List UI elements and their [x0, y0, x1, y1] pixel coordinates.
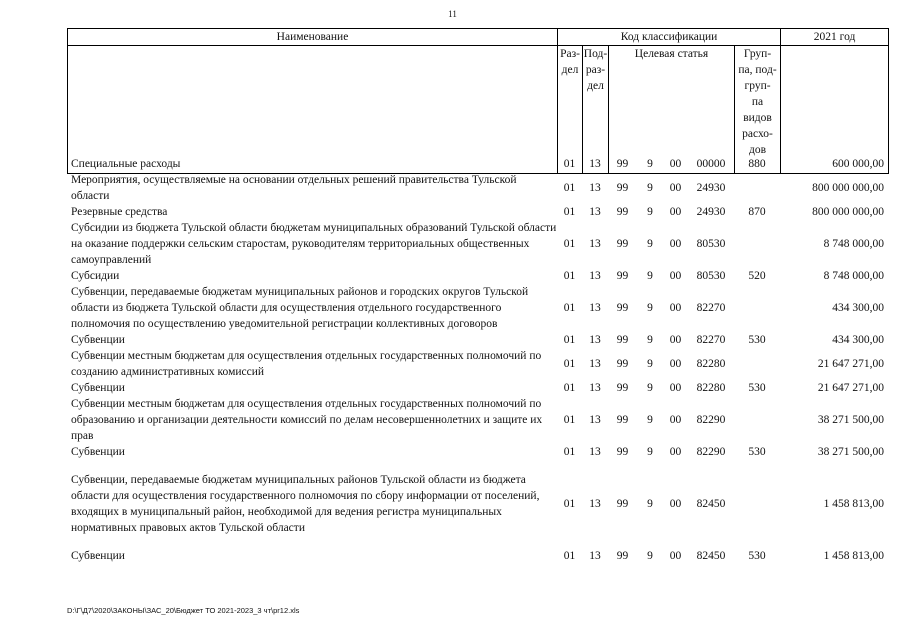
row-target-1: 99 [616, 358, 629, 370]
row-target-2: 9 [647, 334, 653, 346]
row-target-4: 82280 [696, 358, 726, 370]
row-amount: 434 300,00 [832, 302, 884, 314]
row-target-2: 9 [647, 158, 653, 170]
row-target-4: 82450 [696, 498, 726, 510]
row-target-1: 99 [616, 498, 629, 510]
table-row [67, 268, 888, 284]
row-name: Субсидии [71, 270, 120, 282]
row-group: 520 [748, 270, 766, 282]
row-target-1: 99 [616, 334, 629, 346]
row-target-1: 99 [616, 238, 629, 250]
row-target-1: 99 [616, 446, 629, 458]
header-name-spacer [68, 46, 558, 174]
row-target-3: 00 [669, 238, 682, 250]
row-target-4: 82270 [696, 334, 726, 346]
row-target-4: 82270 [696, 302, 726, 314]
row-razdel: 01 [563, 414, 576, 426]
row-razdel: 01 [563, 206, 576, 218]
row-razdel: 01 [563, 446, 576, 458]
row-target-4: 00000 [696, 158, 726, 170]
row-target-2: 9 [647, 206, 653, 218]
row-podrazdel: 13 [589, 446, 601, 458]
header-razdel: Раз- дел [558, 46, 583, 174]
row-target-3: 00 [669, 382, 682, 394]
row-target-2: 9 [647, 550, 653, 562]
row-podrazdel: 13 [589, 414, 601, 426]
row-group: 530 [748, 334, 766, 346]
row-target-1: 99 [616, 206, 629, 218]
row-amount: 38 271 500,00 [817, 446, 884, 458]
row-name: Субвенции [71, 382, 125, 394]
row-target-3: 00 [669, 270, 682, 282]
row-target-1: 99 [616, 382, 629, 394]
row-razdel: 01 [563, 238, 576, 250]
row-razdel: 01 [563, 550, 576, 562]
row-name: Субвенции, передаваемые бюджетам муниципальных районов Тульской области из бюджета области для осуществления государственного полномочия по сбору информации от поселений, входящих в муниципальный район, необходимой для ведения регистра муниципальных нормативных правовых актов Тульской области [71, 474, 540, 534]
row-amount: 800 000 000,00 [812, 182, 884, 194]
row-group: 530 [748, 382, 766, 394]
row-amount: 1 458 813,00 [823, 550, 884, 562]
row-amount: 800 000 000,00 [812, 206, 884, 218]
row-group: 870 [748, 206, 766, 218]
row-group [734, 284, 780, 332]
row-target-4: 82450 [696, 550, 726, 562]
row-target-3: 00 [669, 182, 682, 194]
row-target-1: 99 [616, 158, 629, 170]
row-target-4: 24930 [696, 182, 726, 194]
row-spacer [67, 460, 888, 472]
row-name: Субвенции местным бюджетам для осуществления отдельных государственных полномочий по созданию административных комиссий [71, 350, 542, 378]
row-target-2: 9 [647, 270, 653, 282]
row-amount: 21 647 271,00 [817, 382, 884, 394]
row-name: Мероприятия, осуществляемые на основании отдельных решений правительства Тульской области [71, 174, 517, 202]
row-target-4: 82290 [696, 446, 726, 458]
row-amount: 600 000,00 [832, 158, 884, 170]
row-podrazdel: 13 [589, 158, 601, 170]
row-name: Субсидии из бюджета Тульской области бюджетам муниципальных образований Тульской области на оказание поддержки сельским старостам, руководителям территориальных общественных самоуправлений [71, 222, 557, 266]
row-target-2: 9 [647, 238, 653, 250]
row-group: 530 [748, 446, 766, 458]
row-podrazdel: 13 [589, 182, 601, 194]
row-amount: 21 647 271,00 [817, 358, 884, 370]
row-target-4: 82290 [696, 414, 726, 426]
row-target-2: 9 [647, 182, 653, 194]
table-row [67, 204, 888, 220]
row-name: Субвенции [71, 334, 125, 346]
table-row [67, 548, 888, 564]
row-podrazdel: 13 [589, 270, 601, 282]
row-amount: 434 300,00 [832, 334, 884, 346]
table-row [67, 172, 888, 204]
row-razdel: 01 [563, 182, 576, 194]
header-podrazdel: Под- раз- дел [583, 46, 609, 174]
row-target-3: 00 [669, 414, 682, 426]
row-podrazdel: 13 [589, 206, 601, 218]
row-podrazdel: 13 [589, 238, 601, 250]
row-podrazdel: 13 [589, 358, 601, 370]
row-target-3: 00 [669, 302, 682, 314]
row-name: Субвенции местным бюджетам для осуществления отдельных государственных полномочий по образованию и организации деятельности комиссий по делам несовершеннолетних и защите их прав [71, 398, 543, 442]
row-target-1: 99 [616, 270, 629, 282]
row-razdel: 01 [563, 158, 576, 170]
row-podrazdel: 13 [589, 334, 601, 346]
row-target-4: 24930 [696, 206, 726, 218]
table-row [67, 348, 888, 380]
row-name: Резервные средства [71, 206, 168, 218]
row-target-1: 99 [616, 414, 629, 426]
header-name: Наименование [68, 29, 558, 46]
row-target-3: 00 [669, 498, 682, 510]
row-spacer-cell [67, 460, 888, 472]
budget-table [67, 156, 888, 564]
row-podrazdel: 13 [589, 498, 601, 510]
header-group: Груп- па, под- груп- па видов расхо- дов [735, 46, 781, 174]
row-target-3: 00 [669, 446, 682, 458]
row-amount: 8 748 000,00 [823, 238, 884, 250]
table-row [67, 156, 888, 172]
row-target-3: 00 [669, 158, 682, 170]
row-target-2: 9 [647, 446, 653, 458]
row-target-2: 9 [647, 358, 653, 370]
row-target-2: 9 [647, 498, 653, 510]
row-target-2: 9 [647, 382, 653, 394]
row-podrazdel: 13 [589, 382, 601, 394]
row-spacer [67, 536, 888, 548]
row-amount: 1 458 813,00 [823, 498, 884, 510]
row-razdel: 01 [563, 334, 576, 346]
row-amount: 38 271 500,00 [817, 414, 884, 426]
header-target: Целевая статья [609, 46, 735, 174]
row-target-4: 82280 [696, 382, 726, 394]
row-group [734, 172, 780, 204]
header-year: 2021 год [781, 29, 889, 46]
table-header [67, 28, 889, 174]
row-target-3: 00 [669, 550, 682, 562]
row-spacer-cell [67, 536, 888, 548]
header-code-group: Код классификации [558, 29, 781, 46]
row-razdel: 01 [563, 382, 576, 394]
row-razdel: 01 [563, 302, 576, 314]
row-podrazdel: 13 [589, 550, 601, 562]
page-number: 11 [448, 9, 457, 19]
header-year-spacer [781, 46, 889, 174]
row-target-4: 80530 [696, 238, 726, 250]
row-group [734, 220, 780, 268]
row-group [734, 396, 780, 444]
table-row [67, 396, 888, 444]
table-row [67, 284, 888, 332]
row-amount: 8 748 000,00 [823, 270, 884, 282]
row-target-3: 00 [669, 358, 682, 370]
file-path: D:\Г\Д7\2020\ЗАКОНЫ\ЗАС_20\Бюджет ТО 2021-2023_3 чт\pr12.xls [67, 606, 300, 615]
row-razdel: 01 [563, 270, 576, 282]
row-group [734, 472, 780, 536]
row-name: Специальные расходы [71, 158, 181, 170]
row-razdel: 01 [563, 498, 576, 510]
row-target-3: 00 [669, 206, 682, 218]
table-row [67, 472, 888, 536]
row-name: Субвенции [71, 550, 125, 562]
row-target-1: 99 [616, 182, 629, 194]
row-group: 880 [748, 158, 766, 170]
row-group: 530 [748, 550, 766, 562]
row-target-2: 9 [647, 302, 653, 314]
table-row [67, 220, 888, 268]
row-group [734, 348, 780, 380]
row-name: Субвенции, передаваемые бюджетам муниципальных районов и городских округов Тульской области из бюджета Тульской области для осуществления отдельного государственного полномочия по осуществлению уведомительной регистрации коллективных договоров [71, 286, 529, 330]
table-row [67, 380, 888, 396]
row-target-2: 9 [647, 414, 653, 426]
row-target-1: 99 [616, 550, 629, 562]
row-razdel: 01 [563, 358, 576, 370]
row-target-3: 00 [669, 334, 682, 346]
row-name: Субвенции [71, 446, 125, 458]
row-target-4: 80530 [696, 270, 726, 282]
row-podrazdel: 13 [589, 302, 601, 314]
table-row [67, 444, 888, 460]
table-row [67, 332, 888, 348]
row-target-1: 99 [616, 302, 629, 314]
